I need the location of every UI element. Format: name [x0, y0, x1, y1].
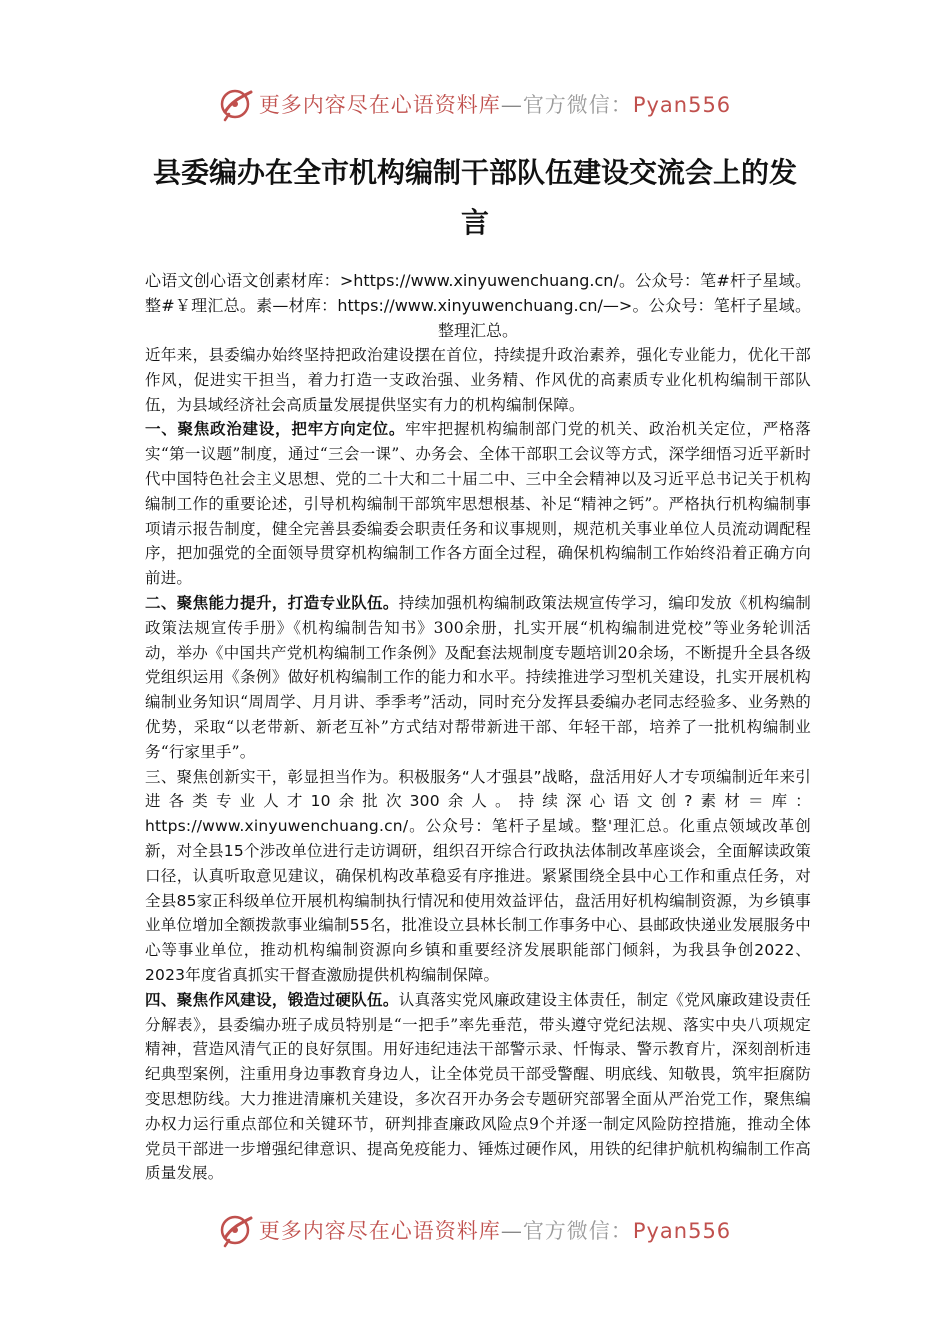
- section-4-body: 认真落实党风廉政建设主体责任，制定《党风廉政建设责任分解表》，县委编办班子成员特别是“一把手”率先垂范，带头遵守党纪法规、落实中央八项规定精神，营造风清气正的良好氛围。用好违纪违法干部警示录、忏悔录、警示教育片，深刻剖析违纪典型案例，注重用身边事教育身边人，让全体党员干部受警醒、明底线、知敬畏，筑牢拒腐防变思想防线。大力推进清廉机关建设，多次召开办务会专题研究部署全面从严治党工作，聚焦编办权力运行重点部位和关键环节，研判排查廉政风险点9个并逐一制定风险防控措施，推动全体党员干部进一步增强纪律意识、提高免疫能力、锤炼过硬作风，用铁的纪律护航机构编制工作高质量发展。: [145, 990, 812, 1183]
- ink-brush-logo-icon: [219, 86, 255, 122]
- document-title: 县委编办在全市机构编制干部队伍建设交流会上的发言: [152, 156, 797, 239]
- banner-sep: —: [500, 93, 523, 117]
- section-4-heading: 四、聚焦作风建设，锻造过硬队伍。: [145, 990, 399, 1009]
- section-1-paragraph: [145, 417, 811, 591]
- section-2-heading: 二、聚焦能力提升，打造专业队伍。: [145, 593, 399, 612]
- document-body: [145, 268, 811, 1186]
- banner-wechat-id: Pyan556: [632, 93, 732, 117]
- section-3-paragraph: 三、聚焦创新实干，彰显担当作为。积极服务“人才强县”战略，盘活用好人才专项编制近年来引进各类专业人才10余批次300余人。持续深心语文创?素材＝库：https://www.xinyuwenchuang.cn/。公众号：笔杆子星域。整'理汇总。化重点领域改革创新，对全县15个涉改单位进行走访调研，组织召开综合行政执法体制改革座谈会，全面解读政策口径，认真听取意见建议，确保机构改革稳妥有序推进。紧紧围绕全县中心工作和重点任务，对全县85家正科级单位开展机构编制执行情况和使用效益评估，盘活用好机构编制资源，为乡镇事业单位增加全额拨款事业编制55名，批准设立县林长制工作事务中心、县邮政快递业发展服务中心等事业单位，推动机构编制资源向乡镇和重要经济发展职能部门倾斜，为我县争创2022、2023年度省真抓实干督查激励提供机构编制保障。: [145, 767, 811, 984]
- section-2-paragraph: [145, 591, 811, 765]
- section-1-heading: 一、聚焦政治建设，把牢方向定位。: [145, 420, 406, 439]
- banner-main: 更多内容尽在心语资料库: [258, 93, 501, 117]
- section-2-body: 持续加强机构编制政策法规宣传学习，编印发放《机构编制政策法规宣传手册》《机构编制告知书》300余册，扎实开展“机构编制进党校”等业务轮训活动，举办《中国共产党机构编制工作条例》及配套法规制度专题培训20余场，不断提升全县各级党组织运用《条例》做好机构编制工作的能力和水平。持续推进学习型机关建设，扎实开展机构编制业务知识“周周学、月月讲、季季考”活动，同时充分发挥县委编办老同志经验多、业务熟的优势，采取“以老带新、新老互补”方式结对帮带新进干部、年轻干部，培养了一批机构编制业务“行家里手”。: [145, 593, 812, 761]
- banner-official: 官方微信：: [522, 93, 633, 117]
- footer-banner: [0, 1210, 950, 1250]
- banner-sep: —: [500, 1219, 523, 1243]
- ink-brush-logo-icon: [219, 1212, 255, 1248]
- banner-text: [259, 89, 731, 119]
- intro-paragraph: 近年来，县委编办始终坚持把政治建设摆在首位，持续提升政治素养，强化专业能力，优化干部作风，促进实干担当，着力打造一支政治强、业务精、作风优的高素质专业化机构编制干部队伍，为县域经济社会高质量发展提供坚实有力的机构编制保障。: [145, 346, 811, 414]
- header-banner: [0, 84, 950, 124]
- banner-text: [259, 1215, 731, 1245]
- banner-main: 更多内容尽在心语资料库: [258, 1219, 501, 1243]
- banner-official: 官方微信：: [522, 1219, 633, 1243]
- banner-wechat-id: Pyan556: [632, 1219, 732, 1243]
- source-note: 心语文创心语文创素材库：>https://www.xinyuwenchuang.cn/。公众号：笔#杆子星域。整#￥理汇总。素—材库：https://www.xinyuwenchuang.cn/—>。公众号：笔杆子星域。整理汇总。: [145, 271, 811, 340]
- section-4-paragraph: [145, 988, 811, 1186]
- section-1-body: 牢牢把握机构编制部门党的机关、政治机关定位，严格落实“第一议题”制度，通过“三会一课”、办务会、全体干部职工会议等方式，深学细悟习近平新时代中国特色社会主义思想、党的二十大和二十届二中、三中全会精神以及习近平总书记关于机构编制工作的重要论述，引导机构编制干部筑牢思想根基、补足“精神之钙”。严格执行机构编制事项请示报告制度，健全完善县委编委会职责任务和议事规则，规范机关事业单位人员流动调配程序，把加强党的全面领导贯穿机构编制工作各方面全过程，确保机构编制工作始终沿着正确方向前进。: [145, 420, 811, 588]
